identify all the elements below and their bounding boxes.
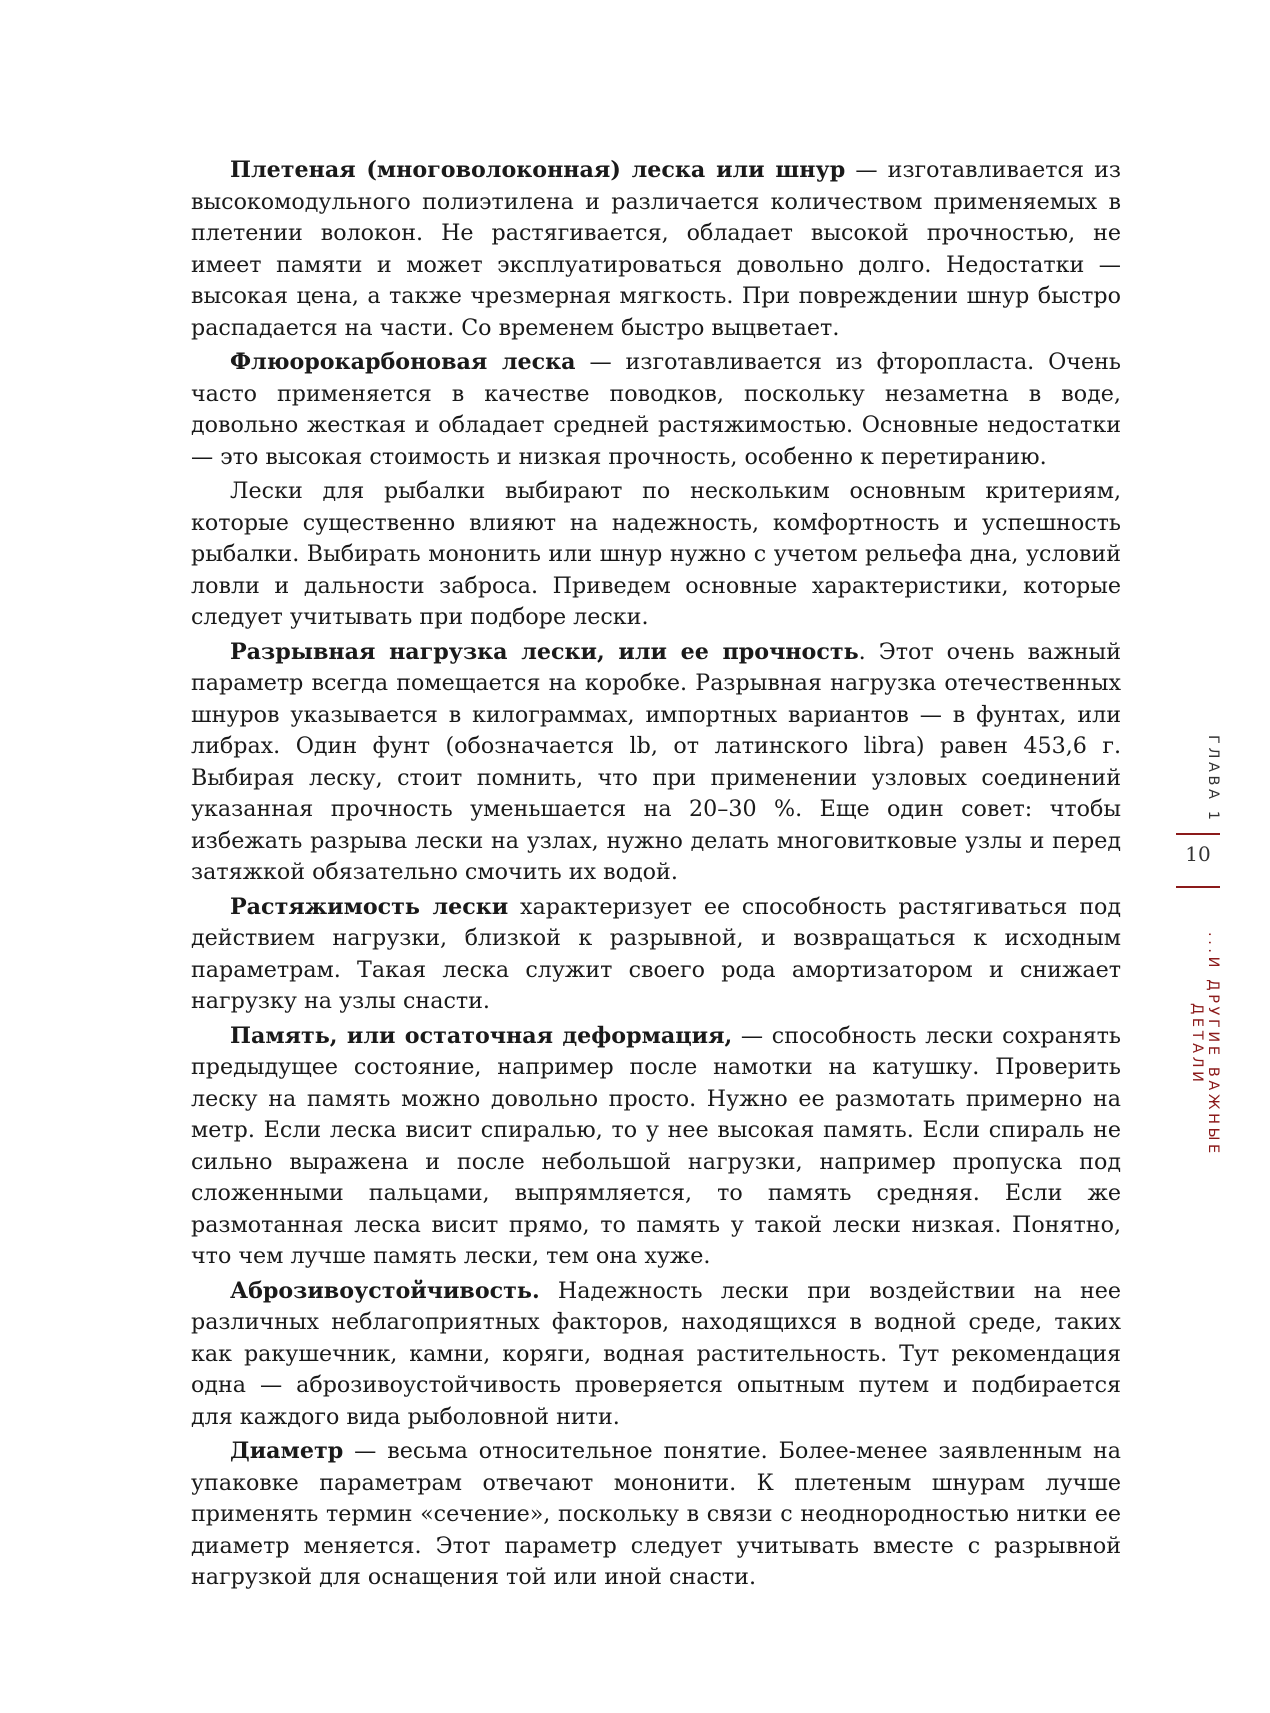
divider-rule <box>1176 886 1220 888</box>
paragraph-diameter <box>191 1436 1121 1594</box>
paragraph-text: — способность лески сохранять предыдущее состояние, например после намотки на катушку. Проверить леску на память можно довольно просто. Нужно ее размотать примерно на метр. Если леска висит спиралью, то у нее высокая память. Если спираль не сильно выражена и после небольшой нагрузки, например пропуска под сложенными пальцами, выпрямляется, то память средняя. Если же размотанная леска висит прямо, то память у такой лески низкая. Понятно, что чем лучше память лески, тем она хуже. <box>191 1022 1121 1269</box>
paragraph-abrasion-resistance <box>191 1276 1121 1434</box>
paragraph-breaking-load <box>191 637 1121 889</box>
term-heading: Диаметр <box>230 1438 344 1464</box>
paragraph-text: Надежность лески при воздействии на нее различных неблагоприятных факторов, находящихся в водной среде, таких как ракушечник, камни, коряги, водная растительность. Тут рекомендация одна — аброзивоустойчивость проверяется опытным путем и подбирается для каждого вида рыболовной нити. <box>191 1277 1121 1430</box>
term-heading: Растяжимость лески <box>230 893 509 920</box>
section-title: ...И ДРУГИЕ ВАЖНЫЕ ДЕТАЛИ <box>1189 931 1221 1157</box>
paragraph-fluorocarbon-line <box>191 347 1121 473</box>
term-heading: Флюорокарбоновая леска <box>230 349 576 375</box>
paragraph-stretch <box>191 892 1121 1018</box>
paragraph-text: характеризует ее способность растягиваться под действием нагрузки, близкой к разрывной, и возвращаться к исходным параметрам. Такая леска служит своего рода амортизатором и снижает нагрузку на узлы снасти. <box>191 893 1122 1014</box>
paragraph-memory <box>191 1021 1121 1273</box>
paragraph-text: — изготавливается из высокомодульного полиэтилена и различается количеством применяемых в плетении волокон. Не растягивается, обладает высокой прочностью, не имеет памяти и может эксплуатироваться довольно долго. Недостатки — высокая цена, а также чрезмерная мягкость. При повреждении шнур быстро распадается на части. Со временем быстро выцветает. <box>191 157 1121 341</box>
paragraph-text: — весьма относительное понятие. Более-менее заявленным на упаковке параметрам отвечают мононити. К плетеным шнурам лучше применять термин «сечение», поскольку в связи с неоднородностью нитки ее диаметр меняется. Этот параметр следует учитывать вместе с разрывной нагрузкой для оснащения той или иной снасти. <box>191 1438 1121 1590</box>
page-number: 10 <box>1185 842 1211 866</box>
term-heading: Аброзивоустойчивость. <box>230 1277 540 1304</box>
paragraph-selection-criteria <box>191 476 1121 634</box>
running-sidebar <box>1175 730 1221 1190</box>
paragraph-text: — изготавливается из фторопласта. Очень часто применяется в качестве поводков, поскольку незаметна в воде, довольно жесткая и обладает средней растяжимостью. Основные недостатки — это высокая стоимость и низкая прочность, особенно к перетиранию. <box>191 349 1121 470</box>
divider-rule <box>1176 833 1220 835</box>
chapter-label: ГЛАВА 1 <box>1205 734 1221 824</box>
paragraph-braided-line <box>191 155 1121 344</box>
body-text <box>191 155 1121 1597</box>
term-heading: Плетеная (многоволоконная) леска или шнур <box>230 157 846 183</box>
term-heading: Память, или остаточная деформация, <box>230 1022 733 1049</box>
term-heading: Разрывная нагрузка лески, или ее прочность <box>230 638 859 665</box>
paragraph-text: . Этот очень важный параметр всегда помещается на коробке. Разрывная нагрузка отечественных шнуров указывается в килограммах, импортных вариантов — в фунтах, или либрах. Один фунт (обозначается lb, от латинского libra) равен 453,6 г. Выбирая леску, стоит помнить, что при применении узловых соединений указанная прочность уменьшается на 20–30 %. Еще один совет: чтобы избежать разрыва лески на узлах, нужно делать многовитковые узлы и перед затяжкой обязательно смочить их водой. <box>191 638 1121 885</box>
paragraph-text: Лески для рыбалки выбирают по нескольким основным критериям, которые существенно влияют на надежность, комфортность и успешность рыбалки. Выбирать мононить или шнур нужно с учетом рельефа дна, условий ловли и дальности заброса. Приведем основные характеристики, которые следует учитывать при подборе лески. <box>191 478 1121 630</box>
